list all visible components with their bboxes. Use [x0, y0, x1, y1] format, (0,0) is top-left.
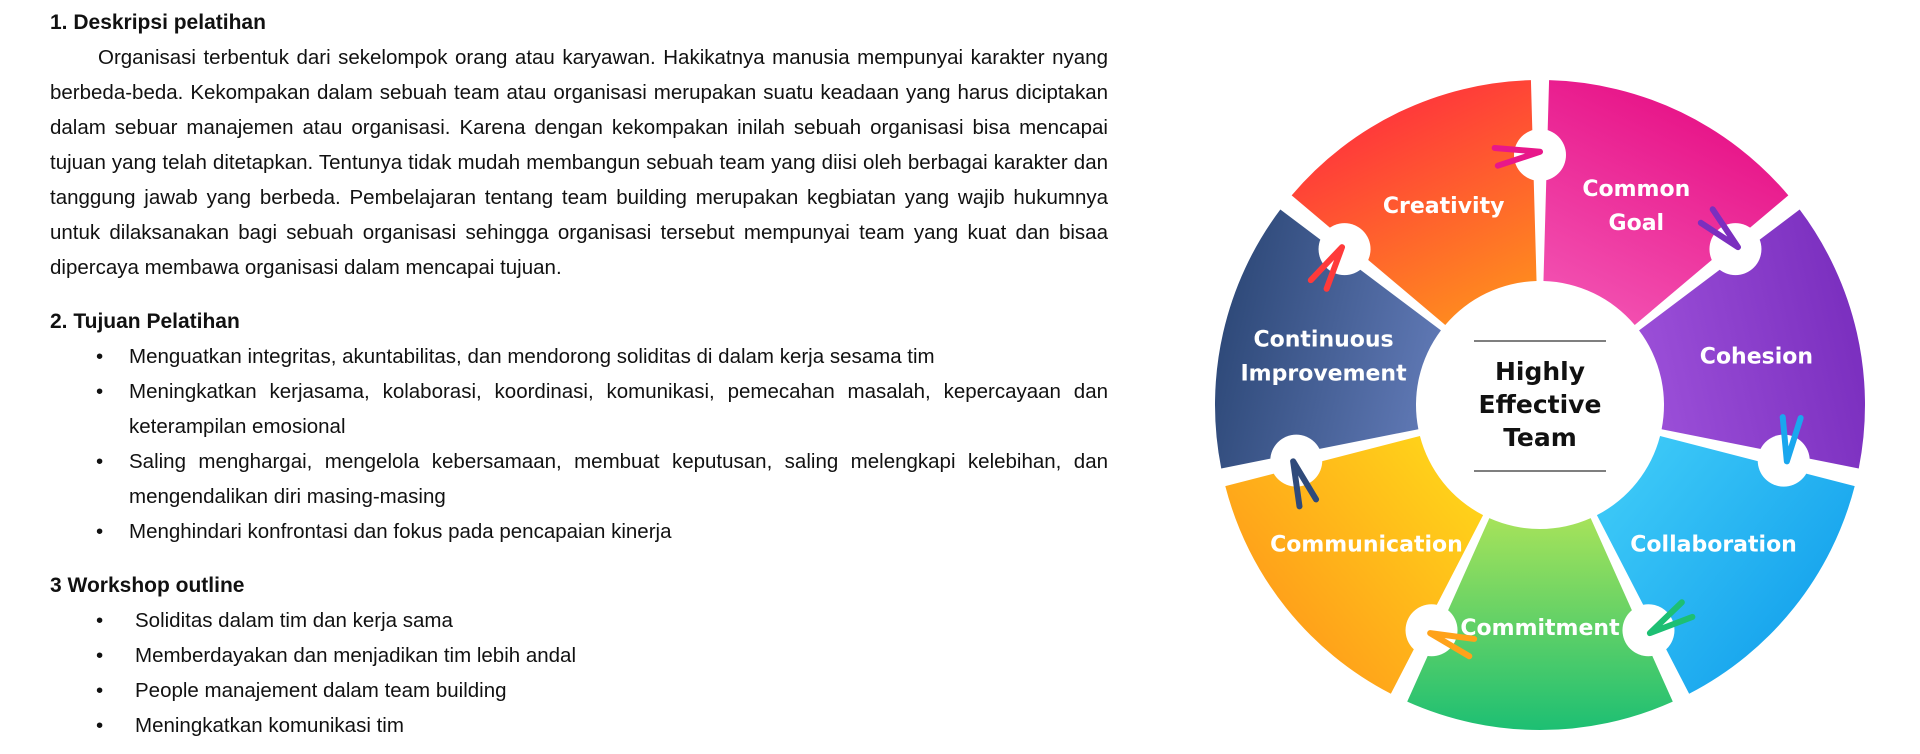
- bullet-icon: •: [96, 520, 104, 543]
- description-paragraph: Organisasi terbentuk dari sekelompok orang atau karyawan. Hakikatnya manusia mempunyai karakter nyang berbeda-beda. Kekompakan dalam sebuah team atau organisasi merupakan suatu keadaan yang harus diciptakan dalam sebuar manajemen atau organisasi. Karena dengan kekompakan inilah sebuah organisasi bisa mencapai tujuan yang telah ditetapkan. Tentunya tidak mudah membangun sebuah team yang diisi oleh berbagai karakter dan tanggung jawab yang berbeda. Pembelajaran tentang team building merupakan kegbiatan yang wajib hukumnya untuk dilaksanakan bagi sebuah organisasi sehingga organisasi tersebut mempunyai team yang kuat dan bisaa dipercaya membawa organisasi dalam mencapai tujuan.: [50, 46, 1108, 279]
- list-item: • Meningkatkan kerjasama, kolaborasi, koordinasi, komunikasi, pemecahan masalah, kepercayaan dan keterampilan emosional: [50, 374, 1108, 444]
- section-heading-description: 1. Deskripsi pelatihan: [50, 11, 266, 34]
- bullet-icon: •: [96, 450, 104, 473]
- section-heading-objectives: 2. Tujuan Pelatihan: [50, 310, 240, 333]
- outline-list: [50, 603, 1108, 743]
- document-body: [50, 6, 1108, 743]
- bullet-icon: •: [96, 714, 104, 737]
- bullet-icon: •: [96, 644, 104, 667]
- list-item: • Memberdayakan dan menjadikan tim lebih andal: [50, 638, 1108, 673]
- wheel-segment-label: Continuous Improvement: [1240, 327, 1407, 387]
- wheel-segment-label: Cohesion: [1699, 344, 1814, 370]
- objectives-list: [50, 339, 1108, 549]
- list-item: • Saling menghargai, mengelola kebersamaan, membuat keputusan, saling melengkapi kelebihan, dan mengendalikan diri masing-masing: [50, 444, 1108, 514]
- bullet-icon: •: [96, 380, 104, 403]
- wheel-segment-label: Collaboration: [1630, 532, 1797, 558]
- team-wheel-svg: [1210, 55, 1870, 735]
- wheel-segment-label: Creativity: [1382, 193, 1505, 219]
- wheel-segment-label: Commitment: [1460, 616, 1620, 641]
- list-item: • Menghindari konfrontasi dan fokus pada pencapaian kinerja: [50, 514, 1108, 549]
- bullet-icon: •: [96, 679, 104, 702]
- list-item: • Meningkatkan komunikasi tim: [50, 708, 1108, 743]
- section-heading-outline: 3 Workshop outline: [50, 574, 245, 597]
- bullet-icon: •: [96, 345, 104, 368]
- center-label: Highly Effective Team: [1478, 357, 1602, 452]
- wheel-segment-label: Communication: [1270, 532, 1463, 558]
- list-item: • Soliditas dalam tim dan kerja sama: [50, 603, 1108, 638]
- team-wheel-diagram: [1210, 55, 1870, 735]
- bullet-icon: •: [96, 609, 104, 632]
- list-item: • Menguatkan integritas, akuntabilitas, dan mendorong soliditas di dalam kerja sesama tim: [50, 339, 1108, 374]
- list-item: • People manajement dalam team building: [50, 673, 1108, 708]
- wheel-segment-label: Common Goal: [1582, 176, 1691, 236]
